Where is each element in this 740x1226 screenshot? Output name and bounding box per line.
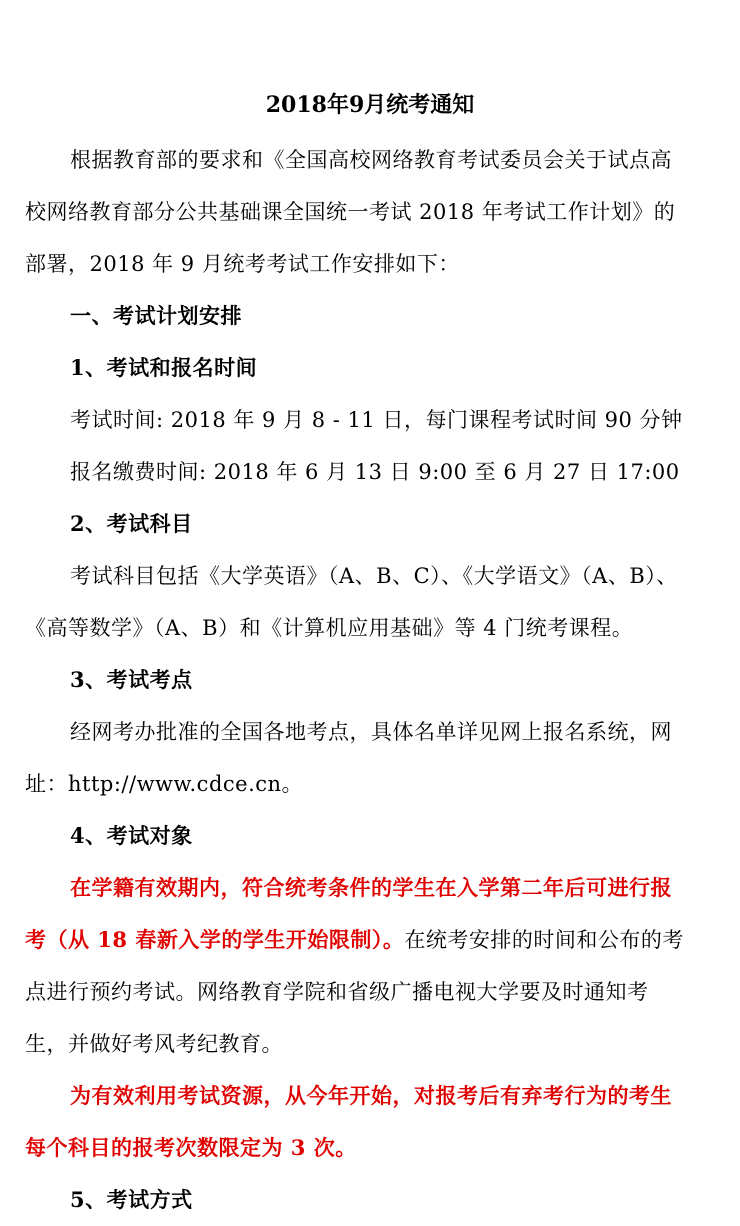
subsection-heading-5: 5、考试方式 [70, 1187, 193, 1212]
url-suffix: 。 [281, 772, 304, 796]
exam-time: 考试时间: 2018 年 9 月 8 - 11 日，每门课程考试时间 90 分钟 [70, 408, 683, 432]
intro-line-2: 校网络教育部分公共基础课全国统一考试 2018 年考试工作计划》的 [25, 200, 676, 224]
page-title: 2018年9月统考通知 [265, 92, 475, 118]
eligibility-line-4: 生，并做好考风考纪教育。 [25, 1032, 283, 1056]
eligibility-line-2-rest: 在统考安排的时间和公布的考 [404, 928, 684, 952]
limit-notice-line-2: 每个科目的报考次数限定为 3 次。 [25, 1135, 357, 1160]
subsection-heading-2: 2、考试科目 [70, 511, 193, 536]
eligibility-red-line-1: 在学籍有效期内，符合统考条件的学生在入学第二年后可进行报 [70, 875, 672, 900]
limit-notice-line-1: 为有效利用考试资源，从今年开始，对报考后有弃考行为的考生 [70, 1083, 672, 1108]
intro-line-1: 根据教育部的要求和《全国高校网络教育考试委员会关于试点高 [70, 148, 672, 172]
subsection-heading-4: 4、考试对象 [70, 823, 193, 848]
exam-sites-line-2 [25, 769, 303, 799]
subjects-line-1: 考试科目包括《大学英语》（A、B、C）、《大学语文》（A、B）、 [70, 564, 678, 588]
registration-time: 报名缴费时间: 2018 年 6 月 13 日 9:00 至 6 月 27 日 17:00 [70, 460, 680, 484]
eligibility-red-line-2: 考（从 18 春新入学的学生开始限制）。 [25, 927, 405, 952]
section-heading: 一、考试计划安排 [70, 303, 242, 328]
intro-line-3: 部署，2018 年 9 月统考考试工作安排如下： [25, 252, 460, 276]
subjects-line-2: 《高等数学》（A、B）和《计算机应用基础》等 4 门统考课程。 [25, 616, 634, 640]
url-prefix: 址： [25, 772, 68, 796]
exam-sites-line-1: 经网考办批准的全国各地考点，具体名单详见网上报名系统，网 [70, 720, 672, 744]
subsection-heading-1: 1、考试和报名时间 [70, 355, 258, 380]
eligibility-line-3: 点进行预约考试。网络教育学院和省级广播电视大学要及时通知考 [25, 980, 649, 1004]
cdce-link[interactable]: http://www.cdce.cn [68, 772, 282, 796]
subsection-heading-3: 3、考试考点 [70, 667, 193, 692]
eligibility-line-2 [25, 925, 684, 955]
